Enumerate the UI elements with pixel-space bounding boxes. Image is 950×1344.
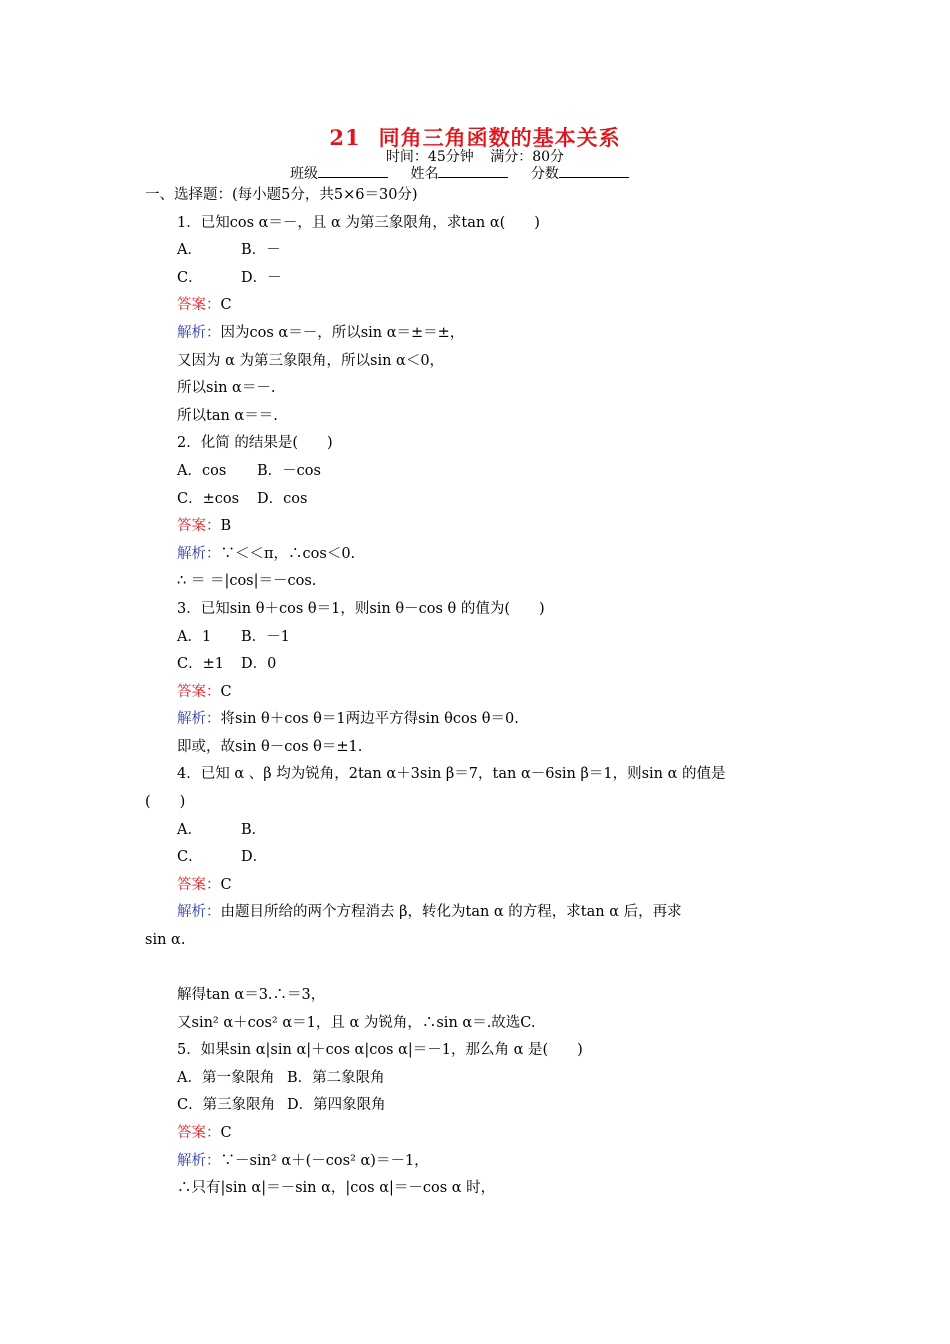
question-1-analysis-line: 又因为 α 为第三象限角，所以sin α＜0， <box>177 352 445 369</box>
student-fields <box>290 165 647 183</box>
question-4-answer <box>145 872 810 900</box>
question-1-analysis-line: 所以tan α＝＝. <box>177 407 278 424</box>
question-2-options-cd <box>145 486 810 514</box>
option-a: A．1 <box>177 628 212 645</box>
option-b: B． <box>241 821 267 838</box>
option-d: D．－ <box>241 269 282 286</box>
analysis-label: 解析： <box>177 904 221 921</box>
question-2-analysis-line: ∴ ＝ ＝|cos|＝－cos. <box>177 573 317 590</box>
option-a: A．第一象限角 <box>177 1069 275 1086</box>
question-3-options-ab <box>145 624 810 652</box>
question-3-answer <box>145 679 810 707</box>
name-field: 姓名 <box>410 165 508 183</box>
option-a: A． <box>177 242 202 259</box>
answer-label: 答案： <box>177 683 221 700</box>
analysis-label: 解析： <box>177 711 221 728</box>
question-1-answer <box>145 292 810 320</box>
question-1-options-cd <box>145 265 810 293</box>
option-d: D．第四象限角 <box>287 1097 386 1114</box>
question-1-analysis: 解析：因为cos α＝－，所以sin α＝±＝±， <box>177 324 465 341</box>
answer-label: 答案： <box>177 518 221 535</box>
question-2-stem: 2．化简 的结果是( ) <box>177 435 333 452</box>
document-body <box>145 182 810 1203</box>
lesson-title: 同角三角函数的基本关系 <box>378 125 621 150</box>
option-d: D． <box>241 849 268 866</box>
full-score: 满分：80分 <box>490 149 565 165</box>
option-c: C．第三象限角 <box>177 1097 276 1114</box>
question-4-options-cd <box>145 844 810 872</box>
option-b: B．－ <box>241 242 281 259</box>
question-4-options-ab <box>145 817 810 845</box>
question-5-analysis: 解析：∵－sin² α＋(－cos² α)＝－1， <box>177 1152 429 1169</box>
question-4-stem: 4．已知 α 、β 均为锐角，2tan α＋3sin β＝7，tan α－6sin β＝1，则sin α 的值是 <box>177 766 726 783</box>
class-field: 班级 <box>290 165 388 183</box>
option-b: B．－1 <box>241 628 290 645</box>
answer-label: 答案： <box>177 876 221 893</box>
analysis-label: 解析： <box>177 324 221 341</box>
option-c: C．±cos <box>177 490 240 507</box>
time-limit: 时间：45分钟 <box>385 149 474 165</box>
question-1-stem: 1．已知cos α＝－，且 α 为第三象限角，求tan α( ) <box>177 214 540 231</box>
question-1-analysis-line: 所以sin α＝－. <box>177 380 276 397</box>
question-5-options-ab <box>145 1065 810 1093</box>
answer-value: C <box>220 683 232 700</box>
answer-value: C <box>220 297 232 314</box>
answer-label: 答案： <box>177 297 221 314</box>
question-5-analysis-line: ∴只有|sin α|＝－sin α，|cos α|＝－cos α 时， <box>177 1180 496 1197</box>
question-2-analysis: 解析：∵＜＜π，∴cos＜0. <box>177 545 356 562</box>
analysis-label: 解析： <box>177 1152 221 1169</box>
option-c: C． <box>177 269 203 286</box>
question-3-analysis: 解析：将sin θ＋cos θ＝1两边平方得sin θcos θ＝0. <box>177 711 519 728</box>
answer-value: B <box>220 518 232 535</box>
question-5-stem: 5．如果sin α|sin α|＋cos α|cos α|＝－1，那么角 α 是( ) <box>177 1042 583 1059</box>
answer-value: C <box>220 1125 232 1141</box>
answer-value: C <box>220 876 232 893</box>
option-d: D．cos <box>257 490 308 507</box>
option-b: B．－cos <box>257 462 321 479</box>
question-2-options-ab <box>145 458 810 486</box>
question-4-analysis: 解析：由题目所给的两个方程消去 β，转化为tan α 的方程，求tan α 后，再求 <box>177 904 682 921</box>
option-b: B．第二象限角 <box>287 1069 385 1086</box>
option-c: C． <box>177 849 203 866</box>
question-5-answer <box>145 1120 810 1148</box>
question-4-analysis-line: sin α. <box>145 932 186 949</box>
score-field: 分数 <box>531 165 629 183</box>
question-1-options-ab <box>145 237 810 265</box>
section-heading: 一、选择题：(每小题5分，共5×6＝30分) <box>145 187 418 203</box>
question-4-stem-cont: ( ) <box>145 794 186 811</box>
option-c: C．±1 <box>177 656 224 673</box>
question-3-options-cd <box>145 651 810 679</box>
question-2-answer <box>145 513 810 541</box>
question-3-analysis-line: 即或，故sin θ－cos θ＝±1. <box>177 738 363 755</box>
question-3-stem: 3．已知sin θ＋cos θ＝1，则sin θ－cos θ 的值为( ) <box>177 600 545 617</box>
analysis-label: 解析： <box>177 545 221 562</box>
answer-label: 答案： <box>177 1125 221 1141</box>
question-4-analysis-line: 解得tan α＝3.∴＝3， <box>177 987 326 1004</box>
question-5-options-cd <box>145 1092 810 1120</box>
option-d: D．0 <box>241 656 277 673</box>
lesson-number: 21 <box>329 125 361 150</box>
question-4-analysis-line: 又sin² α＋cos² α＝1，且 α 为锐角，∴sin α＝.故选C. <box>177 1014 536 1031</box>
option-a: A．cos <box>177 462 227 479</box>
option-a: A． <box>177 821 202 838</box>
exam-meta <box>0 148 950 166</box>
